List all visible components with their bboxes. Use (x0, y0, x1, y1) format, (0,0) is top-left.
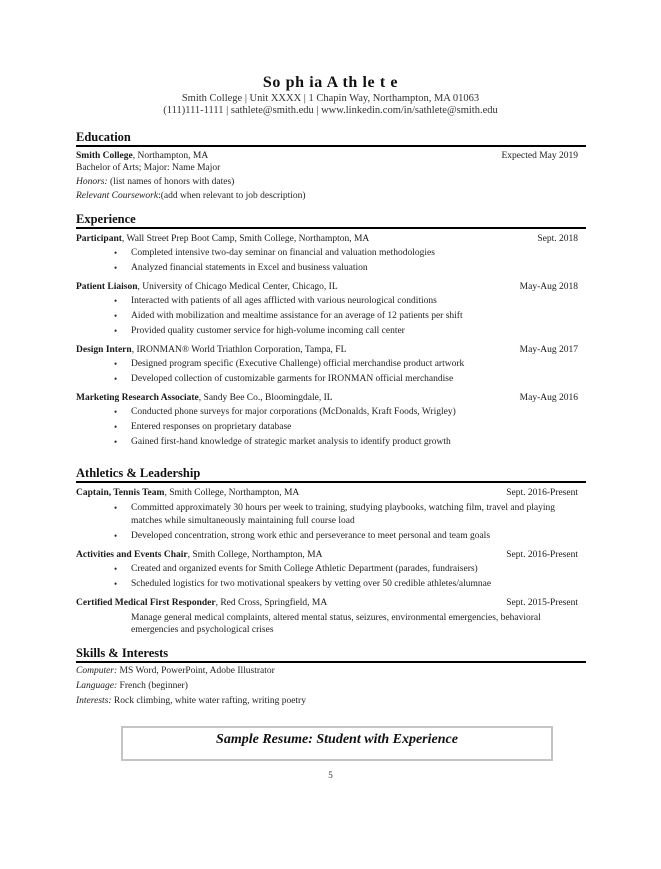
entry-role: Design Intern (76, 345, 132, 355)
entry-org: , Sandy Bee Co., Bloomingdale, IL (198, 393, 333, 403)
skill-language (76, 679, 586, 694)
entry-header (76, 392, 586, 405)
skill-value: Rock climbing, white water rafting, writing poetry (111, 696, 306, 706)
entry-role: Captain, Tennis Team (76, 488, 165, 498)
entry-header (76, 281, 586, 294)
section-title: Experience (76, 212, 136, 226)
coursework-line (76, 189, 586, 203)
applicant-name: So ph ia A th le t e (262, 74, 399, 91)
skill-value: MS Word, PowerPoint, Adobe Illustrator (117, 666, 275, 676)
skill-computer (76, 664, 586, 679)
skill-label: Computer: (76, 666, 118, 676)
bullet-item: • Scheduled logistics for two motivational speakers by vetting over 50 credible athletes/alumnae (131, 577, 586, 592)
page-number: 5 (328, 770, 333, 780)
coursework-value: :(add when relevant to job description) (158, 191, 306, 201)
entry-bullets (131, 246, 586, 276)
athletics-entry (76, 549, 586, 592)
banner-text: Sample Resume: Student with Experience (216, 732, 458, 747)
athletics-entry (76, 487, 586, 544)
entry-description: Manage general medical complaints, altered mental status, seizures, environmental emergencies, behavioral emergencies and psychological crises (131, 613, 541, 635)
entry-role: Certified Medical First Responder (76, 598, 216, 608)
experience-entry (76, 233, 586, 276)
entry-date: Sept. 2016-Present (506, 550, 578, 560)
entry-org: , Red Cross, Springfield, MA (215, 598, 328, 608)
bullet-item: • Completed intensive two-day seminar on financial and valuation methodologies (131, 246, 586, 261)
entry-header (76, 487, 586, 500)
bullet-item: • Analyzed financial statements in Excel and business valuation (131, 261, 586, 276)
entry-bullets (131, 294, 586, 339)
sample-resume-banner (121, 726, 553, 761)
bullet-item: • Provided quality customer service for high-volume incoming call center (131, 324, 586, 339)
bullet-item: • Developed concentration, strong work ethic and perseverance to meet personal and team goals (131, 529, 586, 544)
athletics-section (76, 466, 586, 636)
entry-org: , Smith College, Northampton, MA (187, 550, 323, 560)
bullet-item: • Developed collection of customizable garments for IRONMAN official merchandise (131, 372, 586, 387)
education-school-row (76, 150, 586, 163)
honors-label: Honors: (76, 177, 108, 187)
school-name: Smith College (76, 151, 133, 161)
entry-bullets (131, 562, 586, 592)
entry-date: Sept. 2018 (537, 234, 578, 244)
entry-date: Sept. 2016-Present (506, 488, 578, 498)
section-divider (76, 145, 586, 147)
contact-phone-email: (111)111-1111 | sathlete@smith.edu | www.linkedin.com/in/sathlete@smith.edu (163, 105, 498, 116)
experience-entry (76, 392, 586, 450)
entry-org: , Smith College, Northampton, MA (164, 488, 300, 498)
athletics-entry (76, 597, 586, 636)
entry-org: , Wall Street Prep Boot Camp, Smith College, Northampton, MA (121, 234, 370, 244)
bullet-item: • Gained first-hand knowledge of strategic market analysis to identify product growth (131, 435, 586, 450)
entry-org: , IRONMAN® World Triathlon Corporation, Tampa, FL (131, 345, 347, 355)
skill-interests (76, 694, 586, 709)
degree: Bachelor of Arts; Major: Name Major (76, 163, 221, 173)
graduation-date: Expected May 2019 (501, 151, 578, 161)
entry-header (76, 549, 586, 562)
bullet-item: • Aided with mobilization and mealtime assistance for an average of 12 patients per shift (131, 309, 586, 324)
entry-role: Participant (76, 234, 122, 244)
entry-bullets (131, 405, 586, 450)
bullet-item: • Conducted phone surveys for major corporations (McDonalds, Kraft Foods, Wrigley) (131, 405, 586, 420)
coursework-label: Relevant Coursework (76, 191, 159, 201)
entry-header (76, 233, 586, 246)
experience-entry (76, 344, 586, 387)
entry-date: Sept. 2015-Present (506, 598, 578, 608)
skill-value: French (beginner) (117, 681, 188, 691)
section-divider (76, 481, 586, 483)
section-title: Skills & Interests (76, 646, 169, 660)
entry-org: , University of Chicago Medical Center, Chicago, IL (137, 282, 338, 292)
education-section (76, 130, 586, 203)
entry-role: Patient Liaison (76, 282, 138, 292)
section-divider (76, 227, 586, 229)
bullet-item: • Interacted with patients of all ages afflicted with various neurological conditions (131, 294, 586, 309)
bullet-item: • Designed program specific (Executive Challenge) official merchandise product artwork (131, 357, 586, 372)
experience-entry (76, 281, 586, 339)
entry-header (76, 344, 586, 357)
section-divider (76, 661, 586, 663)
entry-role: Activities and Events Chair (76, 550, 188, 560)
section-title: Athletics & Leadership (76, 466, 201, 480)
entry-header (76, 597, 586, 610)
bullet-item: • Created and organized events for Smith College Athletic Department (parades, fundraisers) (131, 562, 586, 577)
school-location: , Northampton, MA (132, 151, 209, 161)
entry-role: Marketing Research Associate (76, 393, 199, 403)
bullet-item: • Entered responses on proprietary database (131, 420, 586, 435)
contact-address: Smith College | Unit XXXX | 1 Chapin Way, Northampton, MA 01063 (181, 93, 480, 104)
experience-section (76, 212, 586, 450)
entry-bullets (131, 357, 586, 387)
skill-label: Interests: (76, 696, 112, 706)
entry-date: May-Aug 2016 (519, 393, 578, 403)
skill-label: Language: (76, 681, 118, 691)
skills-section (76, 646, 586, 709)
entry-date: May-Aug 2017 (519, 345, 578, 355)
bullet-item: • Committed approximately 30 hours per week to training, studying playbooks, watching film, travel and playing matches while simultaneously maintaining full course load (131, 502, 571, 528)
honors-line (76, 175, 586, 189)
section-title: Education (76, 130, 131, 144)
entry-date: May-Aug 2018 (519, 282, 578, 292)
honors-value: (list names of honors with dates) (107, 177, 235, 187)
entry-bullets (131, 502, 586, 544)
